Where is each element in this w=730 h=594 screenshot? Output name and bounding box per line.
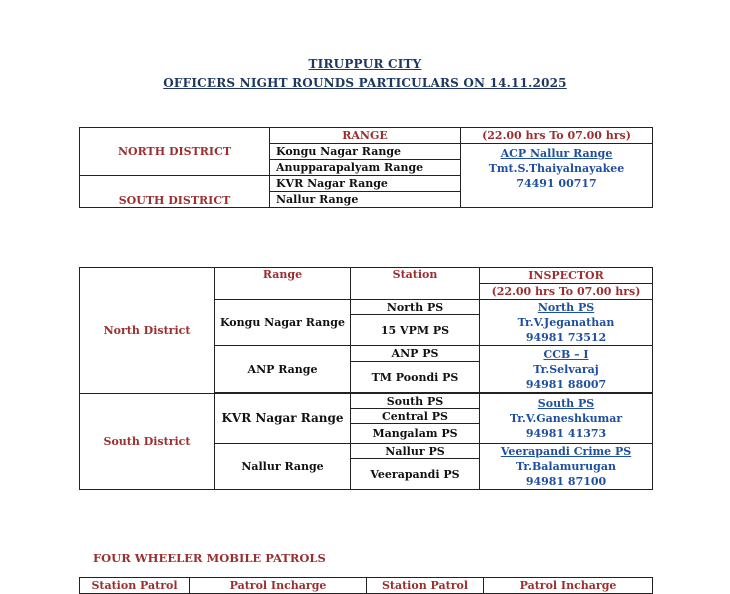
mobile-patrol-table bbox=[79, 577, 653, 594]
north-district-label: NORTH DISTRICT bbox=[80, 128, 270, 176]
document-title: OFFICERS NIGHT ROUNDS PARTICULARS ON 14.11.2025 bbox=[163, 76, 567, 90]
officer-unit: ACP Nallur Range bbox=[500, 147, 613, 160]
inspector-unit: South PS bbox=[537, 397, 595, 410]
station-cell: TM Poondi PS bbox=[351, 362, 480, 393]
inspector-unit: CCB – I bbox=[543, 347, 589, 361]
hours-header: (22.00 hrs To 07.00 hrs) bbox=[461, 128, 653, 144]
north-district-label: North District bbox=[80, 268, 215, 394]
range-cell: KVR Nagar Range bbox=[215, 394, 351, 444]
inspector-cell bbox=[480, 346, 653, 393]
inspector-phone: 94981 73512 bbox=[525, 331, 607, 344]
range-column-header: Range bbox=[215, 268, 351, 300]
station-cell: 15 VPM PS bbox=[351, 315, 480, 346]
acp-officer-cell bbox=[461, 144, 653, 208]
range-cell: Anupparapalyam Range bbox=[270, 160, 461, 176]
inspector-cell bbox=[480, 444, 653, 490]
inspector-name: Tr.V.Jeganathan bbox=[517, 316, 615, 329]
inspector-table bbox=[79, 267, 653, 490]
mobile-patrols-heading: FOUR WHEELER MOBILE PATROLS bbox=[93, 551, 326, 565]
station-cell: Nallur PS bbox=[351, 444, 480, 459]
station-cell: North PS bbox=[351, 300, 480, 315]
patrol-incharge-header: Patrol Incharge bbox=[484, 578, 653, 594]
range-cell: KVR Nagar Range bbox=[270, 176, 461, 192]
inspector-hours: (22.00 hrs To 07.00 hrs) bbox=[480, 284, 653, 300]
range-header: RANGE bbox=[270, 128, 461, 144]
officer-phone: 74491 00717 bbox=[516, 177, 597, 190]
inspector-name: Tr.Balamurugan bbox=[516, 460, 616, 473]
inspector-name: Tr.Selvaraj bbox=[533, 362, 599, 376]
range-cell: Nallur Range bbox=[270, 192, 461, 208]
inspector-phone: 94981 87100 bbox=[525, 475, 607, 488]
range-cell: Nallur Range bbox=[215, 444, 351, 490]
patrol-incharge-header: Patrol Incharge bbox=[190, 578, 367, 594]
south-district-label: SOUTH DISTRICT bbox=[80, 176, 270, 208]
inspector-unit: North PS bbox=[537, 301, 595, 314]
station-cell: Veerapandi PS bbox=[351, 459, 480, 490]
inspector-name: Tr.V.Ganeshkumar bbox=[509, 412, 623, 425]
station-cell: ANP PS bbox=[351, 346, 480, 362]
station-column-header: Station bbox=[351, 268, 480, 300]
city-title: TIRUPPUR CITY bbox=[308, 57, 422, 71]
district-range-table bbox=[79, 127, 653, 208]
station-cell: Mangalam PS bbox=[351, 424, 480, 444]
inspector-unit: Veerapandi Crime PS bbox=[500, 445, 632, 458]
officer-name: Tmt.S.Thaiyalnayakee bbox=[488, 162, 625, 175]
inspector-phone: 94981 41373 bbox=[525, 427, 607, 440]
south-district-label: South District bbox=[80, 394, 215, 490]
inspector-phone: 94981 88007 bbox=[525, 377, 607, 391]
station-patrol-header: Station Patrol bbox=[80, 578, 190, 594]
range-cell: ANP Range bbox=[215, 346, 351, 393]
inspector-cell bbox=[480, 394, 653, 444]
station-patrol-header: Station Patrol bbox=[367, 578, 484, 594]
station-cell: Central PS bbox=[351, 409, 480, 424]
inspector-cell bbox=[480, 300, 653, 346]
range-cell: Kongu Nagar Range bbox=[270, 144, 461, 160]
inspector-column-header: INSPECTOR bbox=[480, 268, 653, 284]
range-cell: Kongu Nagar Range bbox=[215, 300, 351, 346]
station-cell: South PS bbox=[351, 394, 480, 409]
